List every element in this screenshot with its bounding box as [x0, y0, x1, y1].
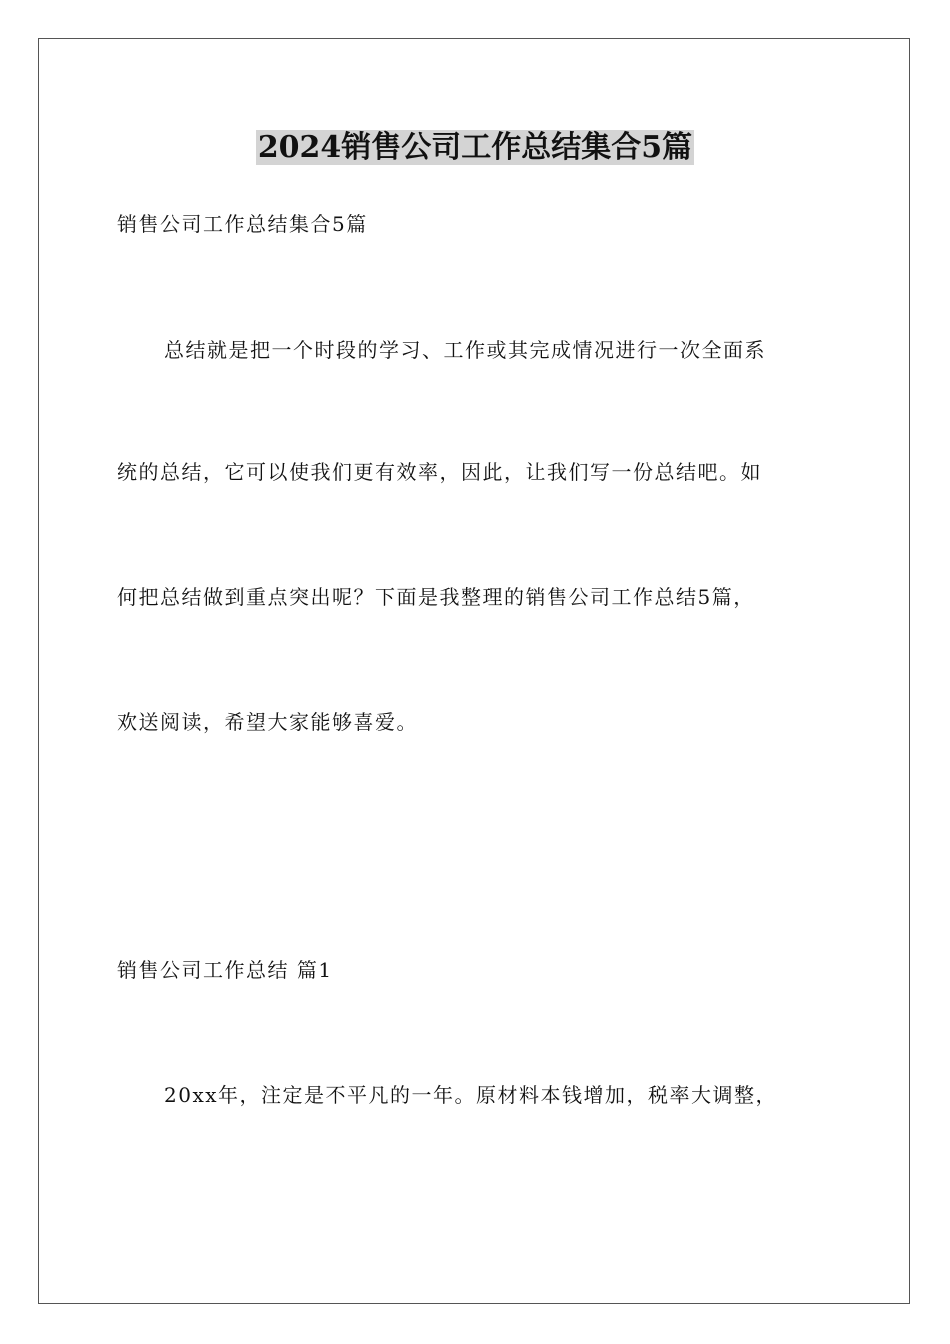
intro-paragraph-line-3: 何把总结做到重点突出呢？下面是我整理的销售公司工作总结5篇，	[117, 585, 755, 609]
intro-paragraph-line-2: 统的总结，它可以使我们更有效率，因此，让我们写一份总结吧。如	[117, 460, 762, 484]
document-title-text: 2024销售公司工作总结集合5篇	[257, 130, 693, 165]
intro-paragraph-line-1: 总结就是把一个时段的学习、工作或其完成情况进行一次全面系	[164, 338, 766, 362]
section-paragraph-line-1: 20xx年，注定是不平凡的一年。原材料本钱增加，税率大调整，	[164, 1083, 778, 1107]
section-heading: 销售公司工作总结 篇1	[117, 958, 333, 982]
intro-paragraph-line-4: 欢送阅读，希望大家能够喜爱。	[117, 710, 418, 734]
document-title	[0, 126, 950, 170]
document-subtitle: 销售公司工作总结集合5篇	[117, 212, 368, 236]
